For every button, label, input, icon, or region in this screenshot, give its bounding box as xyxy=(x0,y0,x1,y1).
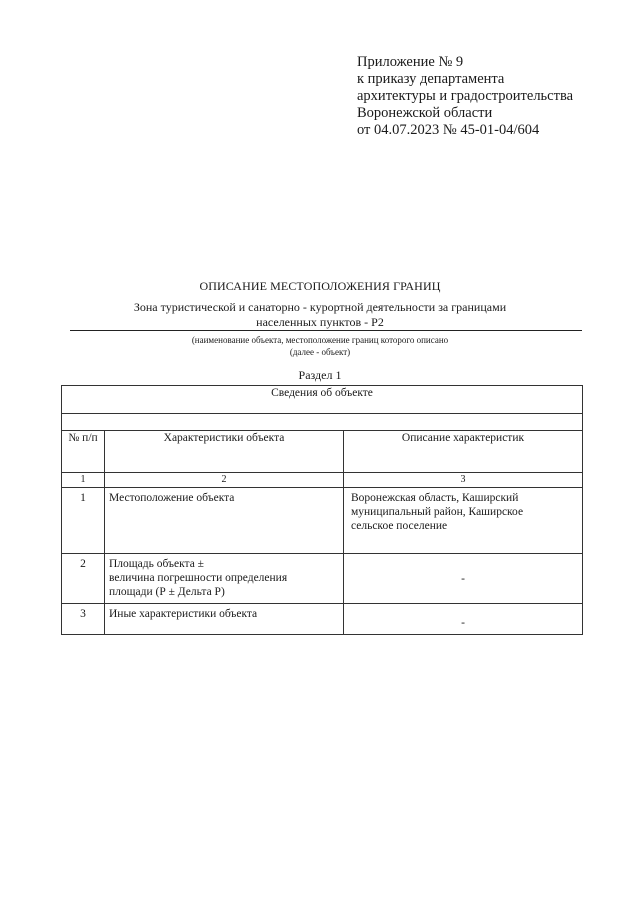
row-characteristic xyxy=(105,554,344,604)
column-number: 2 xyxy=(105,473,344,488)
document-title: ОПИСАНИЕ МЕСТОПОЛОЖЕНИЯ ГРАНИЦ xyxy=(199,279,441,293)
object-name-line: Зона туристической и санаторно - курортной деятельности за границами xyxy=(133,300,507,314)
row-characteristic-line: Площадь объекта ± xyxy=(109,558,204,570)
row-description-line: муниципальный район, Каширское xyxy=(351,506,524,518)
row-number: 3 xyxy=(62,604,105,635)
appendix-line: от 04.07.2023 № 45-01-04/604 xyxy=(357,122,540,138)
appendix-block xyxy=(357,54,573,139)
row-characteristic-line: Местоположение объекта xyxy=(109,492,235,504)
table-heading: Сведения об объекте xyxy=(62,386,583,414)
row-description xyxy=(344,488,583,554)
table-row xyxy=(62,604,583,635)
table-spacer-cell xyxy=(62,414,583,431)
underline-rule xyxy=(70,330,582,331)
row-description: - xyxy=(344,604,583,635)
appendix-line: к приказу департамента xyxy=(357,71,505,87)
object-name xyxy=(100,300,540,330)
row-characteristic xyxy=(105,604,344,635)
column-number: 1 xyxy=(62,473,105,488)
column-number: 3 xyxy=(344,473,583,488)
row-description: - xyxy=(344,554,583,604)
appendix-line: архитектуры и градостроительства xyxy=(357,88,574,104)
row-characteristic-line: площади (Р ± Дельта Р) xyxy=(109,586,225,598)
table-spacer-row xyxy=(62,414,583,431)
row-number: 1 xyxy=(62,488,105,554)
row-characteristic-line: величина погрешности определения xyxy=(109,572,288,584)
appendix-line: Воронежской области xyxy=(357,105,493,121)
object-info-table xyxy=(61,385,583,635)
row-characteristic xyxy=(105,488,344,554)
caption-line: (наименование объекта, местоположение границ которого описано xyxy=(191,335,449,345)
section-title: Раздел 1 xyxy=(298,368,342,382)
object-name-caption xyxy=(0,334,640,358)
column-header-characteristic: Характеристики объекта xyxy=(105,431,344,473)
column-number-row xyxy=(62,473,583,488)
table-row xyxy=(62,554,583,604)
row-characteristic-line: Иные характеристики объекта xyxy=(109,608,258,620)
object-name-line: населенных пунктов - Р2 xyxy=(256,315,384,329)
table-row xyxy=(62,488,583,554)
row-number: 2 xyxy=(62,554,105,604)
table-heading-row xyxy=(62,386,583,414)
column-header-number: № п/п xyxy=(62,431,105,473)
row-description-line: Воронежская область, Каширский xyxy=(351,492,519,504)
row-description-line: сельское поселение xyxy=(351,520,448,532)
caption-line: (далее - объект) xyxy=(289,347,351,357)
appendix-line: Приложение № 9 xyxy=(357,54,464,70)
column-header-description: Описание характеристик xyxy=(344,431,583,473)
column-header-row xyxy=(62,431,583,473)
